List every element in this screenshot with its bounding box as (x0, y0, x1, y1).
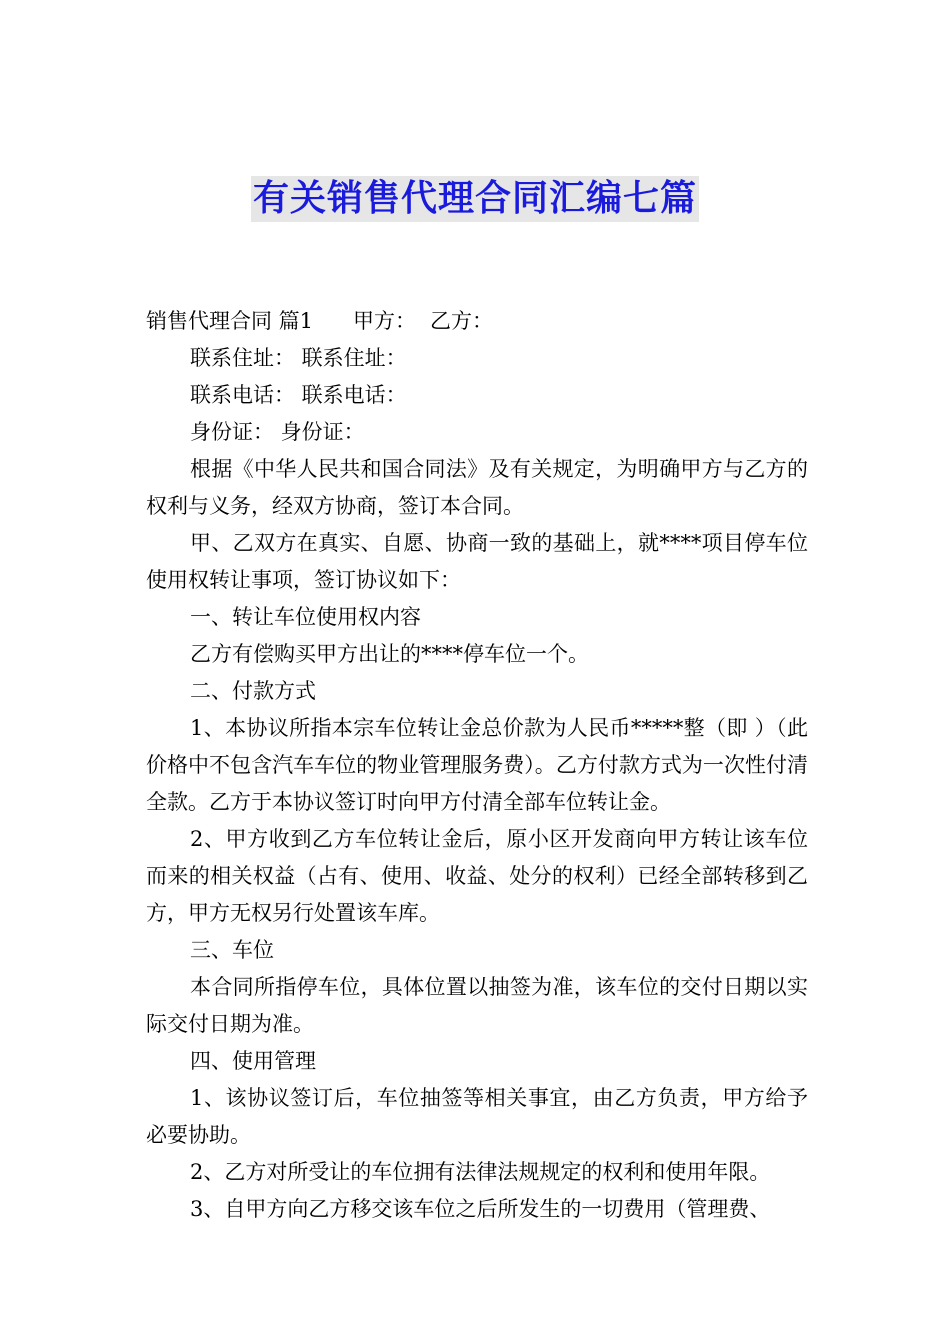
paragraph: 3、自甲方向乙方移交该车位之后所发生的一切费用（管理费、 (190, 1197, 771, 1221)
paragraph: 1、该协议签订后，车位抽签等相关事宜，由乙方负责，甲方给予必要协助。 (146, 1086, 808, 1147)
party-b-label: 乙方： (430, 309, 494, 333)
paragraph: 身份证： 身份证： (190, 420, 365, 444)
section-heading: 四、使用管理 (190, 1049, 316, 1073)
paragraph: 2、甲方收到乙方车位转让金后，原小区开发商向甲方转让该车位而来的相关权益（占有、使用、收益、处分的权利）已经全部转移到乙方，甲方无权另行处置该车库。 (146, 827, 808, 925)
section-heading: 三、车位 (190, 938, 274, 962)
document-body (146, 303, 808, 1228)
paragraph: 本合同所指停车位，具体位置以抽签为准，该车位的交付日期以实际交付日期为准。 (146, 975, 808, 1036)
document-title: 有关销售代理合同汇编七篇 (251, 176, 699, 222)
paragraph: 甲、乙双方在真实、自愿、协商一致的基础上，就****项目停车位使用权转让事项，签订协议如下： (146, 531, 808, 592)
paragraph: 2、乙方对所受让的车位拥有法律法规规定的权利和使用年限。 (190, 1160, 771, 1184)
paragraph: 1、本协议所指本宗车位转让金总价款为人民币*****整（即 ）（此价格中不包含汽车车位的物业管理服务费）。乙方付款方式为一次性付清全款。乙方于本协议签订时向甲方付清全部车位转让金。 (146, 716, 808, 814)
title-container (0, 176, 950, 222)
contract-heading: 销售代理合同 篇1 (146, 309, 314, 333)
party-a-label: 甲方： (353, 309, 417, 333)
paragraph: 根据《中华人民共和国合同法》及有关规定，为明确甲方与乙方的权利与义务，经双方协商，签订本合同。 (146, 457, 808, 518)
section-heading: 二、付款方式 (190, 679, 316, 703)
paragraph: 联系电话： 联系电话： (190, 383, 407, 407)
header-line (146, 303, 808, 340)
paragraph: 联系住址： 联系住址： (190, 346, 407, 370)
section-heading: 一、转让车位使用权内容 (190, 605, 421, 629)
paragraph: 乙方有偿购买甲方出让的****停车位一个。 (190, 642, 589, 666)
